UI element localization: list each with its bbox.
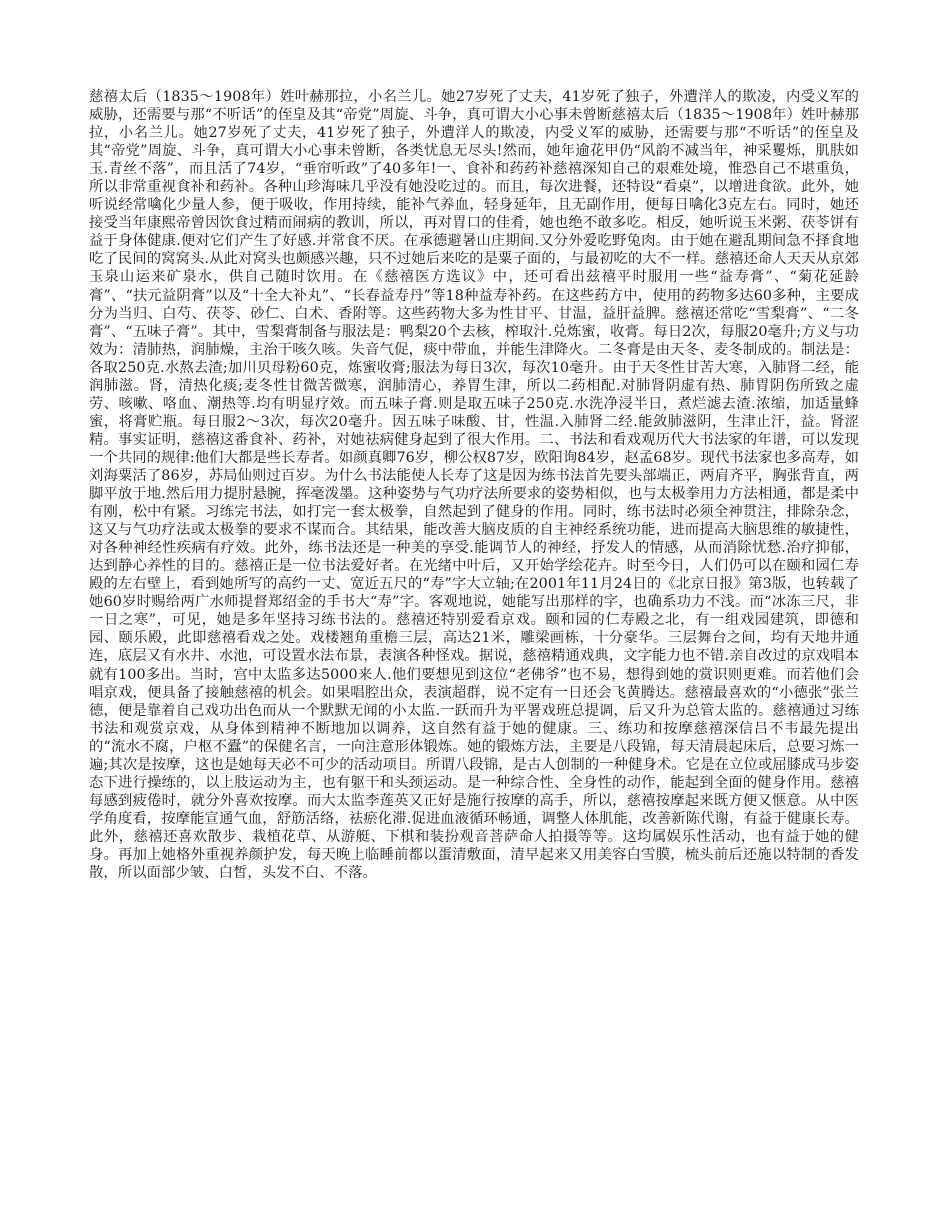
document-page: [89, 88, 859, 882]
body-paragraph: 慈禧太后（1835～1908年）姓叶赫那拉，小名兰儿。她27岁死了丈夫，41岁死了独子，外遭洋人的欺凌，内受义军的威胁，还需要与那“不听话”的侄皇及其“帝党”周旋、斗争，真可谓大小心事未曾断慈禧太后（1835～1908年）姓叶赫那拉，小名兰儿。她27岁死了丈夫，41岁死了独子，外遭洋人的欺凌，内受义军的威胁，还需要与那“不听话”的侄皇及其“帝党”周旋、斗争，真可谓大小心事未曾断，各类忧息无尽头!然而，她年逾花甲仍“风韵不减当年，神采矍烁，肌肤如玉.青丝不落”，而且活了74岁，“垂帘听政”了40多年!一、食补和药药补慈禧深知自己的艰难处境，惟恐自己不堪重负，所以非常重视食补和药补。各种山珍海味几乎没有她没吃过的。而且，每次进餐，还特设“看桌”，以增进食欲。此外，她听说经常噙化少量人参，便于吸收，作用持续，能补气养血，轻身延年，且无副作用，便每日噙化3克左右。同时，她还接受当年康熙帝曾因饮食过精而闹病的教训，所以，再对胃口的佳肴，她也绝不敢多吃。相反，她听说玉米粥、茯苓饼有益于身体健康.便对它们产生了好感.并常食不厌。在承德避暑山庄期间.又分外爱吃野兔肉。由于她在避乱期间急不择食地吃了民间的窝窝头.从此对窝头也颇感兴趣，只不过她后来吃的是粟子面的，与最初吃的大不一样。慈禧还命人天天从京郊玉泉山运来矿泉水，供自己随时饮用。在《慈禧医方选议》中，还可看出兹禧平时服用一些“益寿膏”、“菊花延龄膏”、“扶元益阴膏”以及“十全大补丸”、“长春益寿丹”等18种益寿补药。在这些药方中，使用的药物多达60多种，主要成分为当归、白芍、茯苓、砂仁、白术、香附等。这些药物大多为性甘平、甘温，益肝益脾。慈禧还常吃“雪梨膏”、“二冬膏”、“五味子膏”。其中，雪梨膏制备与服法是：鸭梨20个去核，榨取汁.兑炼蜜，收膏。每日2次，每服20毫升;方义与功效为：清肺热，润肺燥，主治干咳久咳。失音气促，痰中带血，并能生津降火。二冬膏是由天冬、麦冬制成的。制法是：各取250克.水熬去渣;加川贝母粉60克，炼蜜收膏;服法为每日3次，每次10毫升。由于天冬性甘苦大寒，入肺肾二经，能润肺滋。肾，清热化痰;麦冬性甘微苦微寒，润肺清心，养胃生津，所以二药相配.对肺肾阴虚有热、肺胃阴伤所致之虚劳、咳嗽、咯血、潮热等.均有明显疗效。而五味子膏.则是取五味子250克.水洗净浸半日，煮烂滤去渣.浓缩，加适量蜂蜜，将膏贮瓶。每日服2～3次，每次20毫升。因五味子味酸、甘，性温.入肺肾二经.能敛肺滋阴，生津止汗，益。肾涩精。事实证明，慈禧这番食补、药补，对她祛病健身起到了很大作用。二、书法和看戏观历代大书法家的年谱，可以发现一个共同的规律:他们大都是些长寿者。如颜真卿76岁，柳公权87岁，欧阳询84岁，赵孟68岁。现代书法家也多高寿，如刘海粟活了86岁，苏局仙则过百岁。为什么书法能使人长寿了这是因为练书法首先要头部端正，两肩齐平，胸张背直，两脚平放于地.然后用力提肘悬腕，挥毫泼墨。这种姿势与气功疗法所要求的姿势相似，也与太极拳用力方法相通，都是柔中有刚，松中有紧。习练完书法，如打完一套太极拳，自然起到了健身的作用。同时，练书法时必须全神贯注，排除杂念，这又与气功疗法或太极拳的要求不谋而合。其结果，能改善大脑皮质的自主神经系统功能，进而提高大脑思维的敏捷性，对各种神经性疾病有疗效。此外，练书法还是一种美的享受.能调节人的神经，抒发人的情感，从而消除忧愁.治疗抑郁，达到静心养性的目的。慈禧正是一位书法爱好者。在光绪中叶后，又开始学绘花卉。时至今日，人们仍可以在颐和园仁寿殿的左右壁上，看到她所写的高约一丈、宽近五尺的“寿”字大立轴;在2001年11月24日的《北京日报》第3版，也转载了她60岁时赐给两广水师提督郑绍金的手书大“寿”字。客观地说，她能写出那样的字，也确系功力不浅。而“冰冻三尺，非一日之寒”，可见，她是多年坚持习练书法的。慈禧还特别爱看京戏。颐和园的仁寿殿之北，有一组戏园建筑，即德和园、颐乐殿，此即慈禧看戏之处。戏楼翘角重檐三层，高达21米，雕梁画栋，十分豪华。三层舞台之间，均有天地井通连，底层又有水井、水池，可设置水法布景，表演各种怪戏。据说，慈禧精通戏典，文字能力也不错.亲自改过的京戏唱本就有100多出。当时，宫中太监多达5000来人.他们要想见到这位“老佛爷”也不易，想得到她的赏识则更难。而若他们会唱京戏，便具备了接触慈禧的机会。如果唱腔出众，表演超群，说不定有一日还会飞黄腾达。慈禧最喜欢的“小德张”张兰德，便是靠着自己戏功出色而从一个默默无闻的小太监.一跃而升为平署戏班总提调，后又升为总管太监的。慈禧通过习练书法和观赏京戏，从身体到精神不断地加以调养，这自然有益于她的健康。三、练功和按摩慈禧深信吕不韦最先提出的“流水不腐，户枢不蠹”的保健名言，一向注意形体锻炼。她的锻炼方法，主要是八段锦，每天清晨起床后，总要习炼一遍;其次是按摩，这也是她每天必不可少的活动项目。所谓八段锦，是古人创制的一种健身术。它是在立位或屈膝成马步姿态下进行操练的，以上肢运动为主，也有躯干和头颈运动。是一种综合性、全身性的动作，能起到全面的健身作用。慈禧每感到疲倦时，就分外喜欢按摩。而大太监李莲英又正好是施行按摩的高手，所以，慈禧按摩起来既方便又惬意。从中医学角度看，按摩能宣通气血，舒筋活络，祛瘀化滞.促进血液循环畅通，调整人体肌能，改善新陈代谢，有益于健康长寿。此外，慈禧还喜欢散步、栽植花草、从游艇、下棋和装扮观音菩萨命人拍摄等等。这均属娱乐性活动，也有益于她的健身。再加上她格外重视养颜护发，每天晚上临睡前都以蛋清敷面，清早起来又用美容白雪膜，梳头前后还施以特制的香发散，所以面部少皱、白皙，头发不白、不落。: [89, 89, 859, 882]
